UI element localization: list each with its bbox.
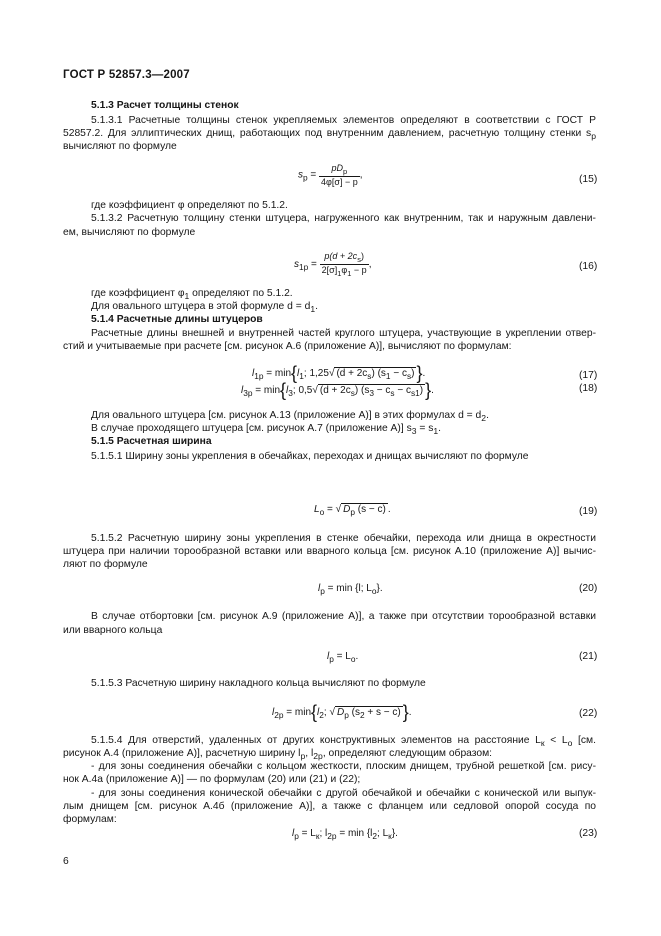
- section-title-5-1-4: 5.1.4 Расчетные длины штуцеров: [91, 314, 263, 325]
- paragraph-5-1-3-2-line2: ем, вычисляют по формуле: [63, 227, 196, 238]
- formula-21: $l_p = L_o$.: [327, 651, 359, 664]
- page-number: 6: [63, 856, 69, 867]
- formula-19: $L_o$ = √ $D_p$ (s − c) .: [314, 504, 391, 517]
- paragraph-after-16-b: Для овального штуцера в этой формуле $d = d_1$.: [91, 301, 318, 315]
- paragraph-5-1-5-4-line6: лым днищем [см. рисунок А.4б (приложение А)], а также с фланцем или седловой опорой сосуда по: [63, 801, 596, 812]
- paragraph-5-1-5-2-line3: ляют по формуле: [63, 559, 148, 570]
- paragraph-after-20-line1: В случае отбортовки [см. рисунок А.9 (приложение А)], а также при отсутствии торообразной вставки: [91, 611, 596, 622]
- paragraph-5-1-5-4-line7: формулам:: [63, 814, 117, 825]
- paragraph-after-20-line2: или вварного кольца: [63, 625, 163, 636]
- paragraph-5-1-5-2-line2: штуцера при наличии торообразной вставки или вварного кольца [см. рисунок А.10 (приложение А)] вычис-: [63, 546, 596, 557]
- paragraph-5-1-5-3: 5.1.5.3 Расчетную ширину накладного кольца вычисляют по формуле: [91, 678, 426, 689]
- document-header: ГОСТ Р 52857.3—2007: [63, 69, 190, 81]
- section-title-5-1-5: 5.1.5 Расчетная ширина: [91, 436, 212, 447]
- paragraph-after-18-a: Для овального штуцера [см. рисунок А.13 (приложение А)] в этих формулах $d = d_2$.: [91, 410, 489, 424]
- section-title-5-1-3: 5.1.3 Расчет толщины стенок: [91, 100, 239, 111]
- equation-number-22: (22): [579, 708, 598, 719]
- equation-number-15: (15): [579, 174, 598, 185]
- paragraph-5-1-3-1-line3: вычисляют по формуле: [63, 141, 177, 152]
- equation-number-20: (20): [579, 583, 598, 594]
- paragraph-5-1-5-4-line3: - для зоны соединения обечайки с кольцом жесткости, плоским днищем, трубной решеткой [см. рису-: [91, 761, 596, 772]
- formula-23: $l_p = L_к$; $l_{2p} = \min \{l_2$; $L_к$}.: [292, 828, 398, 841]
- paragraph-5-1-5-4-line1: 5.1.5.4 Для отверстий, удаленных от других конструктивных элементов на расстояние $L_к < L_о$ [см.: [91, 735, 596, 749]
- paragraph-5-1-3-1-line2: 52857.2. Для эллиптических днищ, работающих под внутренним давлением, расчетную толщину стенки $s_р$: [63, 128, 596, 142]
- paragraph-5-1-5-4-line2: рисунок А.4 (приложение А)], расчетную ширину $l_р$, $l_{2р}$, определяют следующим образом:: [63, 748, 493, 762]
- paragraph-5-1-5-1: 5.1.5.1 Ширину зоны укрепления в обечайках, переходах и днищах вычисляют по формуле: [91, 451, 529, 462]
- formula-15: $s_p$ = $\frac{pD_p}{4\varphi[\sigma] - p}$ ,: [298, 163, 363, 187]
- paragraph-after-15: где коэффициент φ определяют по 5.1.2.: [91, 200, 288, 211]
- formula-22: $l_{2p} = \min\{l_2$; √ $D_p$ $(s_2 + s - c)$ }.: [272, 702, 412, 722]
- equation-number-16: (16): [579, 261, 598, 272]
- equation-number-18: (18): [579, 383, 598, 394]
- paragraph-after-18-b: В случае проходящего штуцера [см. рисунок А.7 (приложение А)] $s_3 = s_1$.: [91, 423, 442, 437]
- equation-number-19: (19): [579, 506, 598, 517]
- paragraph-5-1-3-1-line1: 5.1.3.1 Расчетные толщины стенок укрепляемых элементов определяют в соответствии с ГОСТ Р: [91, 115, 596, 126]
- paragraph-after-16-a: где коэффициент $\varphi_1$ определяют по 5.1.2.: [91, 288, 293, 302]
- formula-18-expression: $l_{3p} = \min\{l_3$; 0,5√ $(d + 2c_s)$ $(s_3 - c_s - c_{s1})$ }.: [241, 380, 434, 400]
- formula-16: $s_{1p}$ = $\frac{p(d + 2c_s)}{2[\sigma]_1\varphi_1 - p}$ ,: [294, 251, 372, 278]
- formula-17: $l_{1p} = \min\{l_1$; 1,25√ $(d + 2c_s)$ $(s_1 - c_s)$ }.: [252, 363, 426, 383]
- paragraph-5-1-5-4-line4: нок А.4а (приложение А)] — по формулам (20) или (21) и (22);: [63, 774, 361, 785]
- paragraph-5-1-4-line1: Расчетные длины внешней и внутренней частей круглого штуцера, участвующие в укреплении отвер-: [91, 328, 596, 339]
- formula-20: $l_p = \min \{l$; $L_o$}.: [318, 583, 383, 596]
- paragraph-5-1-5-2-line1: 5.1.5.2 Расчетную ширину зоны укрепления в стенке обечайки, перехода или днища в окрестности: [91, 533, 596, 544]
- equation-number-21: (21): [579, 651, 598, 662]
- paragraph-5-1-5-4-line5: - для зоны соединения конической обечайки с другой обечайкой и обечайки с конической или выпук-: [91, 788, 596, 799]
- equation-number-17: (17): [579, 370, 598, 381]
- equation-number-23: (23): [579, 828, 598, 839]
- paragraph-5-1-4-line2: стий и учитываемые при расчете [см. рисунок А.6 (приложение А)], вычисляют по формулам:: [63, 341, 512, 352]
- paragraph-5-1-3-2-line1: 5.1.3.2 Расчетную толщину стенки штуцера, нагруженного как внутренним, так и наружным давлени-: [91, 213, 596, 224]
